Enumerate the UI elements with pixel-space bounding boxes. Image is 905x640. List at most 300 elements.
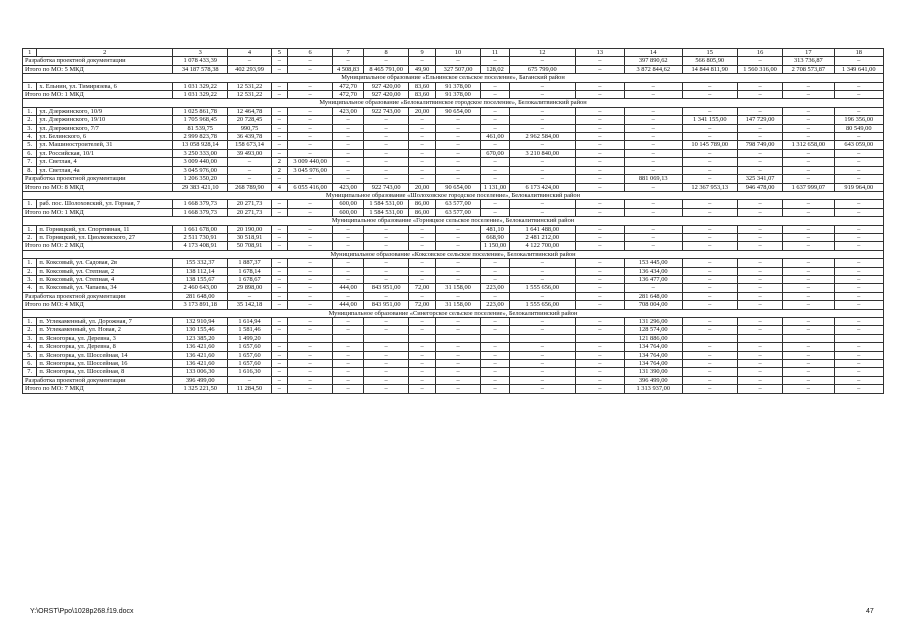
- value-cell: –: [624, 91, 682, 99]
- table-row: [23, 124, 884, 132]
- value-cell: –: [409, 141, 436, 149]
- value-cell: –: [288, 242, 333, 250]
- value-cell: –: [333, 141, 364, 149]
- value-cell: 1 555 656,00: [509, 284, 575, 292]
- value-cell: 946 478,00: [737, 183, 782, 191]
- value-cell: 83,60: [409, 91, 436, 99]
- value-cell: –: [575, 267, 624, 275]
- value-cell: 1 614,94: [228, 318, 271, 326]
- value-cell: –: [737, 385, 782, 393]
- value-cell: –: [333, 259, 364, 267]
- value-cell: 20 728,45: [228, 116, 271, 124]
- value-cell: –: [834, 284, 883, 292]
- value-cell: 13 058 928,14: [172, 141, 227, 149]
- value-cell: –: [682, 284, 737, 292]
- value-cell: –: [509, 351, 575, 359]
- value-cell: –: [624, 225, 682, 233]
- value-cell: –: [682, 351, 737, 359]
- value-cell: 675 799,00: [509, 65, 575, 73]
- value-cell: 12 367 953,13: [682, 183, 737, 191]
- value-cell: [575, 334, 624, 342]
- value-cell: –: [575, 124, 624, 132]
- row-number: 2.: [23, 116, 37, 124]
- column-number-header: 15: [682, 49, 737, 57]
- value-cell: –: [737, 208, 782, 216]
- address-cell: п. Коксовый, ул. Степная, 4: [37, 275, 173, 283]
- value-cell: –: [288, 133, 333, 141]
- table-row: [23, 368, 884, 376]
- value-cell: –: [737, 292, 782, 300]
- row-label: Итого по МО: 4 МКД: [23, 301, 173, 309]
- value-cell: –: [509, 166, 575, 174]
- row-number: 7.: [23, 368, 37, 376]
- value-cell: 643 059,00: [834, 141, 883, 149]
- value-cell: –: [364, 141, 409, 149]
- value-cell: –: [682, 385, 737, 393]
- value-cell: 3 872 844,62: [624, 65, 682, 73]
- row-label: Итого по МО: 5 МКД: [23, 65, 173, 73]
- value-cell: –: [435, 149, 480, 157]
- value-cell: –: [271, 141, 287, 149]
- value-cell: –: [737, 225, 782, 233]
- value-cell: –: [435, 360, 480, 368]
- value-cell: –: [682, 242, 737, 250]
- value-cell: 36 439,78: [228, 133, 271, 141]
- value-cell: –: [333, 124, 364, 132]
- value-cell: –: [481, 385, 510, 393]
- summary-row: [23, 57, 884, 65]
- value-cell: 14 844 811,90: [682, 65, 737, 73]
- value-cell: 30 518,91: [228, 233, 271, 241]
- value-cell: –: [834, 267, 883, 275]
- value-cell: –: [834, 166, 883, 174]
- column-number-header: 7: [333, 49, 364, 57]
- value-cell: 128,02: [481, 65, 510, 73]
- value-cell: –: [575, 301, 624, 309]
- value-cell: –: [364, 133, 409, 141]
- value-cell: –: [737, 267, 782, 275]
- value-cell: –: [624, 233, 682, 241]
- section-title: Муниципальное образование «Ельнинское сельское поселение», Баганский район: [23, 74, 884, 82]
- value-cell: 91 378,00: [435, 82, 480, 90]
- value-cell: –: [288, 368, 333, 376]
- value-cell: –: [333, 133, 364, 141]
- section-header-row: [23, 217, 884, 225]
- table-row: [23, 82, 884, 90]
- row-label: Итого по МО: 8 МКД: [23, 183, 173, 191]
- value-cell: –: [288, 65, 333, 73]
- value-cell: –: [364, 326, 409, 334]
- value-cell: –: [682, 91, 737, 99]
- value-cell: 1 031 329,22: [172, 91, 227, 99]
- value-cell: 1 025 861,78: [172, 107, 227, 115]
- value-cell: –: [783, 133, 834, 141]
- value-cell: –: [288, 284, 333, 292]
- value-cell: 20 190,00: [228, 225, 271, 233]
- value-cell: 1 131,00: [481, 183, 510, 191]
- value-cell: 1 661 678,00: [172, 225, 227, 233]
- value-cell: –: [333, 233, 364, 241]
- value-cell: –: [575, 116, 624, 124]
- value-cell: 1 560 316,00: [737, 65, 782, 73]
- value-cell: –: [288, 208, 333, 216]
- row-label: Разработка проектной документации: [23, 376, 173, 384]
- value-cell: –: [228, 376, 271, 384]
- column-number-header: 9: [409, 49, 436, 57]
- value-cell: –: [364, 225, 409, 233]
- summary-row: [23, 376, 884, 384]
- value-cell: –: [737, 368, 782, 376]
- value-cell: 158 673,14: [228, 141, 271, 149]
- value-cell: –: [435, 166, 480, 174]
- value-cell: –: [288, 116, 333, 124]
- value-cell: –: [409, 124, 436, 132]
- value-cell: –: [509, 259, 575, 267]
- row-label: Разработка проектной документации: [23, 57, 173, 65]
- value-cell: –: [435, 292, 480, 300]
- value-cell: –: [575, 107, 624, 115]
- value-cell: –: [481, 166, 510, 174]
- value-cell: –: [783, 267, 834, 275]
- value-cell: 81 539,75: [172, 124, 227, 132]
- value-cell: –: [834, 158, 883, 166]
- value-cell: –: [682, 175, 737, 183]
- value-cell: –: [271, 259, 287, 267]
- value-cell: [682, 334, 737, 342]
- value-cell: –: [364, 158, 409, 166]
- value-cell: –: [737, 133, 782, 141]
- value-cell: –: [409, 242, 436, 250]
- value-cell: –: [333, 57, 364, 65]
- row-number: 1.: [23, 259, 37, 267]
- column-number-header: 3: [172, 49, 227, 57]
- value-cell: 313 736,87: [783, 57, 834, 65]
- value-cell: [435, 334, 480, 342]
- value-cell: 843 951,00: [364, 284, 409, 292]
- row-number: 2.: [23, 326, 37, 334]
- value-cell: 927 420,00: [364, 91, 409, 99]
- value-cell: 325 341,07: [737, 175, 782, 183]
- value-cell: –: [783, 301, 834, 309]
- value-cell: 1 668 379,73: [172, 208, 227, 216]
- value-cell: 223,00: [481, 301, 510, 309]
- column-number-header: 18: [834, 49, 883, 57]
- value-cell: 80 549,00: [834, 124, 883, 132]
- value-cell: –: [288, 259, 333, 267]
- column-number-header: 6: [288, 49, 333, 57]
- value-cell: –: [364, 233, 409, 241]
- value-cell: 131 390,00: [624, 368, 682, 376]
- value-cell: –: [834, 360, 883, 368]
- value-cell: –: [481, 343, 510, 351]
- value-cell: –: [737, 343, 782, 351]
- section-title: Муниципальное образование «Белокалитвинское городское поселение», Белокалитвинский район: [23, 99, 884, 107]
- value-cell: 3 210 840,00: [509, 149, 575, 157]
- value-cell: –: [834, 107, 883, 115]
- value-cell: –: [834, 225, 883, 233]
- value-cell: –: [333, 292, 364, 300]
- value-cell: –: [288, 326, 333, 334]
- value-cell: –: [509, 158, 575, 166]
- value-cell: –: [783, 360, 834, 368]
- value-cell: –: [624, 284, 682, 292]
- value-cell: –: [364, 292, 409, 300]
- value-cell: 86,00: [409, 208, 436, 216]
- value-cell: [364, 334, 409, 342]
- value-cell: –: [364, 267, 409, 275]
- value-cell: –: [682, 107, 737, 115]
- value-cell: –: [834, 301, 883, 309]
- address-cell: п. Ясногорка, ул. Шоссейная, 16: [37, 360, 173, 368]
- value-cell: 123 385,20: [172, 334, 227, 342]
- address-cell: п. Ясногорка, ул. Деревна, 3: [37, 334, 173, 342]
- summary-row: [23, 292, 884, 300]
- value-cell: –: [409, 149, 436, 157]
- value-cell: –: [435, 385, 480, 393]
- value-cell: –: [575, 91, 624, 99]
- value-cell: –: [682, 318, 737, 326]
- address-cell: п. Углекаменный, ул. Новая, 2: [37, 326, 173, 334]
- value-cell: 153 445,00: [624, 259, 682, 267]
- section-header-row: [23, 74, 884, 82]
- value-cell: –: [783, 385, 834, 393]
- value-cell: 3 045 976,00: [172, 166, 227, 174]
- value-cell: –: [834, 242, 883, 250]
- value-cell: 1 555 656,00: [509, 301, 575, 309]
- value-cell: [509, 334, 575, 342]
- value-cell: –: [682, 225, 737, 233]
- value-cell: –: [575, 259, 624, 267]
- value-cell: –: [271, 301, 287, 309]
- value-cell: –: [271, 376, 287, 384]
- address-cell: п. Коксовый, ул. Садовая, 2в: [37, 259, 173, 267]
- row-number: 7.: [23, 158, 37, 166]
- value-cell: –: [435, 267, 480, 275]
- value-cell: –: [783, 158, 834, 166]
- value-cell: [288, 334, 333, 342]
- value-cell: –: [435, 141, 480, 149]
- value-cell: 1 637 999,07: [783, 183, 834, 191]
- value-cell: –: [575, 343, 624, 351]
- value-cell: 130 155,46: [172, 326, 227, 334]
- value-cell: 91 378,00: [435, 91, 480, 99]
- table-row: [23, 158, 884, 166]
- row-label: Итого по МО: 2 МКД: [23, 242, 173, 250]
- value-cell: –: [333, 360, 364, 368]
- value-cell: –: [333, 166, 364, 174]
- address-cell: ул. Дзержинского, 10/9: [37, 107, 173, 115]
- value-cell: –: [333, 376, 364, 384]
- value-cell: –: [834, 376, 883, 384]
- value-cell: [783, 334, 834, 342]
- value-cell: 2 999 823,78: [172, 133, 227, 141]
- value-cell: –: [228, 158, 271, 166]
- value-cell: –: [333, 149, 364, 157]
- value-cell: –: [737, 200, 782, 208]
- value-cell: –: [271, 91, 287, 99]
- value-cell: 927 420,00: [364, 82, 409, 90]
- value-cell: –: [575, 133, 624, 141]
- value-cell: –: [509, 385, 575, 393]
- value-cell: –: [228, 57, 271, 65]
- value-cell: –: [682, 149, 737, 157]
- value-cell: –: [682, 233, 737, 241]
- row-number: 1.: [23, 318, 37, 326]
- value-cell: –: [228, 175, 271, 183]
- value-cell: 1 705 968,45: [172, 116, 227, 124]
- value-cell: 1 349 641,00: [834, 65, 883, 73]
- value-cell: 708 004,00: [624, 301, 682, 309]
- value-cell: 196 356,00: [834, 116, 883, 124]
- value-cell: –: [682, 124, 737, 132]
- value-cell: –: [481, 208, 510, 216]
- value-cell: 461,00: [481, 133, 510, 141]
- address-cell: ул. Машиностроителей, 31: [37, 141, 173, 149]
- value-cell: –: [737, 107, 782, 115]
- value-cell: –: [435, 124, 480, 132]
- value-cell: 922 743,00: [364, 183, 409, 191]
- column-number-header: 17: [783, 49, 834, 57]
- value-cell: –: [364, 368, 409, 376]
- value-cell: –: [509, 116, 575, 124]
- section-header-row: [23, 309, 884, 317]
- value-cell: –: [271, 225, 287, 233]
- value-cell: –: [737, 376, 782, 384]
- value-cell: –: [271, 107, 287, 115]
- row-number: 1.: [23, 107, 37, 115]
- value-cell: 1 031 329,22: [172, 82, 227, 90]
- value-cell: –: [575, 65, 624, 73]
- value-cell: –: [409, 225, 436, 233]
- value-cell: –: [271, 133, 287, 141]
- value-cell: –: [409, 318, 436, 326]
- table-row: [23, 275, 884, 283]
- value-cell: –: [288, 200, 333, 208]
- value-cell: –: [409, 175, 436, 183]
- value-cell: –: [783, 225, 834, 233]
- value-cell: 29 383 421,10: [172, 183, 227, 191]
- value-cell: 138 112,14: [172, 267, 227, 275]
- value-cell: –: [288, 124, 333, 132]
- value-cell: –: [481, 200, 510, 208]
- value-cell: –: [271, 200, 287, 208]
- value-cell: –: [575, 158, 624, 166]
- value-cell: [737, 334, 782, 342]
- value-cell: –: [737, 233, 782, 241]
- value-cell: –: [783, 91, 834, 99]
- column-number-header: 14: [624, 49, 682, 57]
- table-row: [23, 116, 884, 124]
- value-cell: –: [834, 149, 883, 157]
- value-cell: 20 271,73: [228, 208, 271, 216]
- value-cell: –: [481, 360, 510, 368]
- value-cell: –: [364, 116, 409, 124]
- value-cell: –: [481, 158, 510, 166]
- summary-row: [23, 208, 884, 216]
- table-row: [23, 334, 884, 342]
- address-cell: х. Ельнин, ул. Тимирязева, 6: [37, 82, 173, 90]
- value-cell: 1 584 531,00: [364, 200, 409, 208]
- column-number-header: 5: [271, 49, 287, 57]
- row-number: 5.: [23, 141, 37, 149]
- value-cell: 20,00: [409, 183, 436, 191]
- address-cell: п. Углекаменный, ул. Дорожная, 7: [37, 318, 173, 326]
- value-cell: –: [834, 343, 883, 351]
- section-title: Муниципальное образование «Шолоховское городское поселение», Белокалитвинский район: [23, 191, 884, 199]
- table-row: [23, 149, 884, 157]
- address-cell: ул. Дзержинского, 19/10: [37, 116, 173, 124]
- value-cell: –: [481, 326, 510, 334]
- address-cell: п. Ясногорка, ул. Шоссейная, 14: [37, 351, 173, 359]
- value-cell: –: [834, 351, 883, 359]
- value-cell: 136 421,60: [172, 360, 227, 368]
- value-cell: –: [271, 326, 287, 334]
- value-cell: 136 477,00: [624, 275, 682, 283]
- value-cell: 1 641 488,00: [509, 225, 575, 233]
- value-cell: –: [575, 57, 624, 65]
- value-cell: 1 678,14: [228, 267, 271, 275]
- value-cell: –: [271, 124, 287, 132]
- address-cell: ул. Светлая, 4: [37, 158, 173, 166]
- value-cell: 86,00: [409, 200, 436, 208]
- value-cell: –: [834, 200, 883, 208]
- value-cell: –: [682, 208, 737, 216]
- value-cell: –: [575, 318, 624, 326]
- value-cell: –: [271, 385, 287, 393]
- value-cell: –: [364, 124, 409, 132]
- value-cell: [409, 334, 436, 342]
- value-cell: –: [509, 175, 575, 183]
- value-cell: 281 648,00: [624, 292, 682, 300]
- value-cell: –: [624, 200, 682, 208]
- value-cell: –: [409, 133, 436, 141]
- value-cell: –: [288, 107, 333, 115]
- value-cell: –: [288, 233, 333, 241]
- value-cell: –: [624, 149, 682, 157]
- value-cell: –: [682, 275, 737, 283]
- value-cell: –: [737, 318, 782, 326]
- value-cell: –: [682, 166, 737, 174]
- value-cell: 472,70: [333, 91, 364, 99]
- summary-row: [23, 91, 884, 99]
- value-cell: –: [364, 343, 409, 351]
- value-cell: 1 581,46: [228, 326, 271, 334]
- value-cell: –: [575, 208, 624, 216]
- value-cell: –: [333, 116, 364, 124]
- value-cell: 83,60: [409, 82, 436, 90]
- value-cell: –: [509, 124, 575, 132]
- address-cell: п. Горняцкий, ул. Циолковского, 27: [37, 233, 173, 241]
- value-cell: –: [624, 242, 682, 250]
- value-cell: –: [409, 376, 436, 384]
- value-cell: –: [435, 116, 480, 124]
- value-cell: –: [575, 351, 624, 359]
- value-cell: –: [509, 343, 575, 351]
- column-number-header: 1: [23, 49, 37, 57]
- summary-row: [23, 65, 884, 73]
- value-cell: –: [783, 284, 834, 292]
- table-row: [23, 166, 884, 174]
- value-cell: –: [364, 318, 409, 326]
- row-number: 1.: [23, 82, 37, 90]
- value-cell: –: [624, 141, 682, 149]
- value-cell: –: [682, 376, 737, 384]
- value-cell: –: [783, 275, 834, 283]
- value-cell: 1 657,60: [228, 360, 271, 368]
- value-cell: –: [682, 368, 737, 376]
- value-cell: –: [409, 385, 436, 393]
- value-cell: –: [481, 116, 510, 124]
